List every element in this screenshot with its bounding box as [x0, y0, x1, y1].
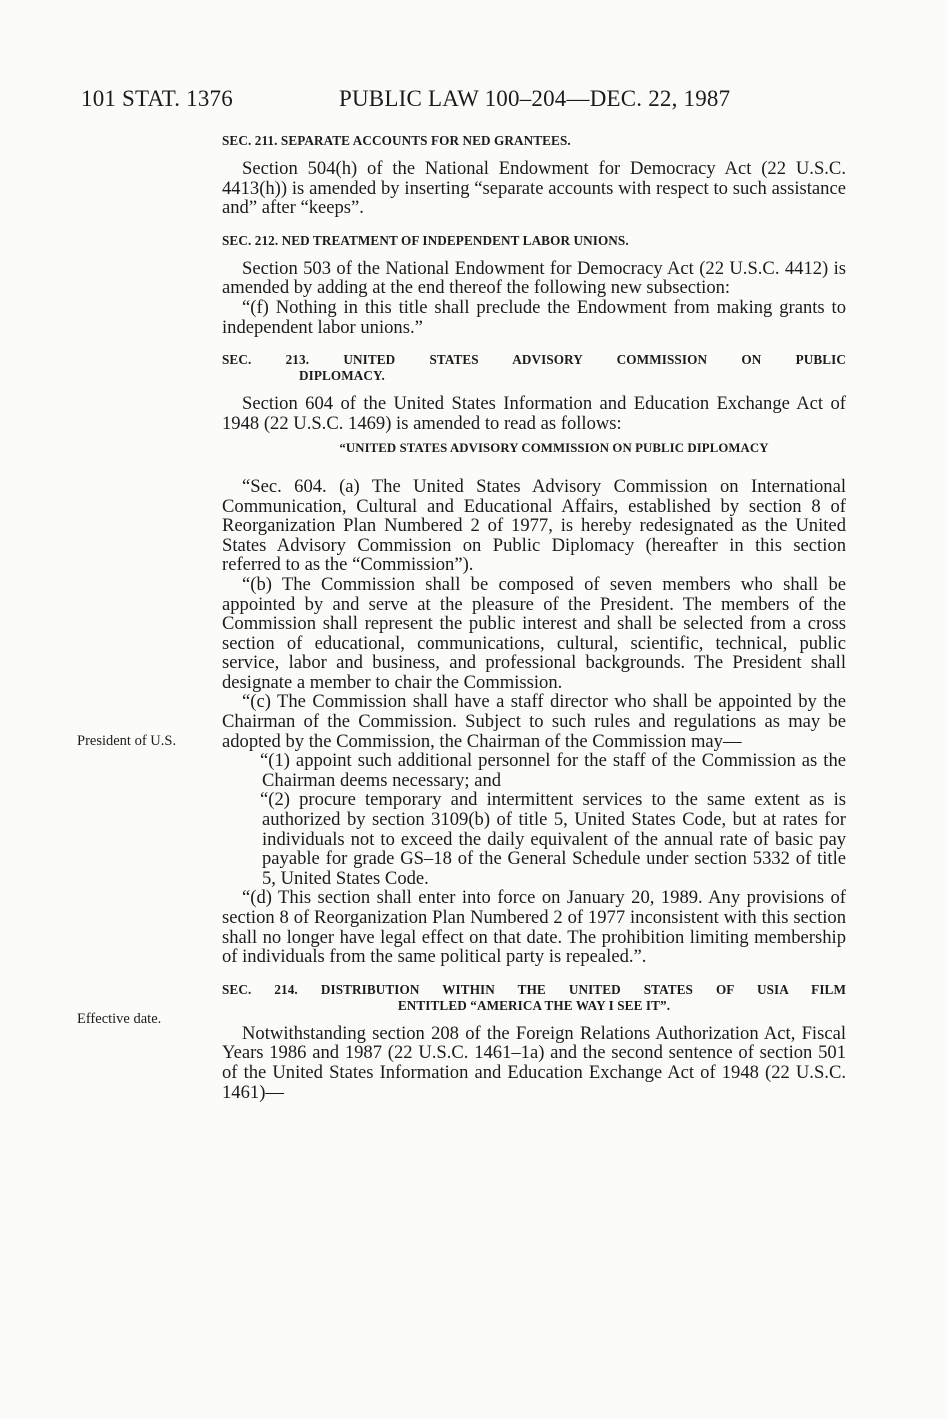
section-604-para-c1: “(1) appoint such additional personnel for the staff of the Commission as the Chairman deems necessary; and	[260, 750, 846, 791]
margin-note-president: President of U.S.	[77, 733, 177, 749]
section-214-heading: SEC. 214. DISTRIBUTION WITHIN THE UNITED STATES OF USIA FILM	[222, 981, 846, 997]
section-214-heading-cont: ENTITLED “AMERICA THE WAY I SEE IT”.	[397, 997, 671, 1013]
section-604-para-a	[222, 477, 846, 575]
section-212-quote: “(f) Nothing in this title shall preclude the Endowment from making grants to independent labor unions.”	[222, 296, 846, 338]
law-title: PUBLIC LAW 100–204—DEC. 22, 1987	[339, 86, 731, 111]
section-213-subheading: “UNITED STATES ADVISORY COMMISSION ON PUBLIC DIPLOMACY	[339, 441, 769, 456]
section-213-body: Section 604 of the United States Information and Education Exchange Act of 1948 (22 U.S.C. 1469) is amended to read as follows:	[222, 393, 846, 434]
section-212-heading: SEC. 212. NED TREATMENT OF INDEPENDENT LABOR UNIONS.	[222, 232, 629, 248]
section-211-heading: SEC. 211. SEPARATE ACCOUNTS FOR NED GRANTEES.	[222, 133, 571, 148]
section-604-para-c2: “(2) procure temporary and intermittent services to the same extent as is authorized by section 3109(b) of title 5, United States Code, but at rates for individuals not to exceed the daily equivalent of the annual rate of basic pay payable for grade GS–18 of the General Schedule under section 5332 of title 5, United States Code.	[260, 789, 846, 889]
section-604-para-c: “(c) The Commission shall have a staff director who shall be appointed by the Chairman of the Commission. Subject to such rules and regulations as may be adopted by the Commission, the Chairman of the Commission may—	[222, 691, 846, 752]
section-213-heading-cont: DIPLOMACY.	[299, 368, 385, 384]
section-604-para-d: “(d) This section shall enter into force on January 20, 1989. Any provisions of section 8 of Reorganization Plan Numbered 2 of 1977 inconsistent with this section shall no longer have legal effect on that date. The prohibition limiting membership of individuals from the same political party is repealed.”.	[222, 887, 846, 968]
stat-page-number: 101 STAT. 1376	[81, 86, 233, 111]
section-212-body: Section 503 of the National Endowment for Democracy Act (22 U.S.C. 4412) is amended by adding at the end thereof the following new subsection:	[222, 257, 846, 299]
document-body	[222, 133, 846, 1102]
section-214-body: Notwithstanding section 208 of the Foreign Relations Authorization Act, Fiscal Years 1986 and 1987 (22 U.S.C. 1461–1a) and the second sentence of section 501 of the United States Information and Education Exchange Act of 1948 (22 U.S.C. 1461)—	[222, 1022, 846, 1103]
section-604-para-b: “(b) The Commission shall be composed of seven members who shall be appointed by and serve at the pleasure of the President. The members of the Commission shall represent the public interest and shall be selected from a cross section of educational, communications, cultural, scientific, technical, public service, labor and business, and professional backgrounds. The President shall designate a member to chair the Commission.	[222, 573, 846, 693]
section-213-heading: SEC. 213. UNITED STATES ADVISORY COMMISSION ON PUBLIC	[222, 352, 846, 368]
page-header	[81, 86, 871, 116]
margin-note-effective-date: Effective date.	[77, 1011, 162, 1027]
sec-prefix: “Sec	[242, 475, 278, 497]
para-a-text: . 604. (a) The United States Advisory Commission on International Communication, Cultural and Educational Affairs, established by section 8 of Reorganization Plan Numbered 2 of 1977, is hereby redesignated as the United States Advisory Commission on Public Diplomacy (hereafter in this section referred to as the “Commission”).	[222, 475, 846, 576]
section-211-body: Section 504(h) of the National Endowment for Democracy Act (22 U.S.C. 4413(h)) is amended by inserting “separate accounts with respect to such assistance and” after “keeps”.	[222, 158, 846, 219]
